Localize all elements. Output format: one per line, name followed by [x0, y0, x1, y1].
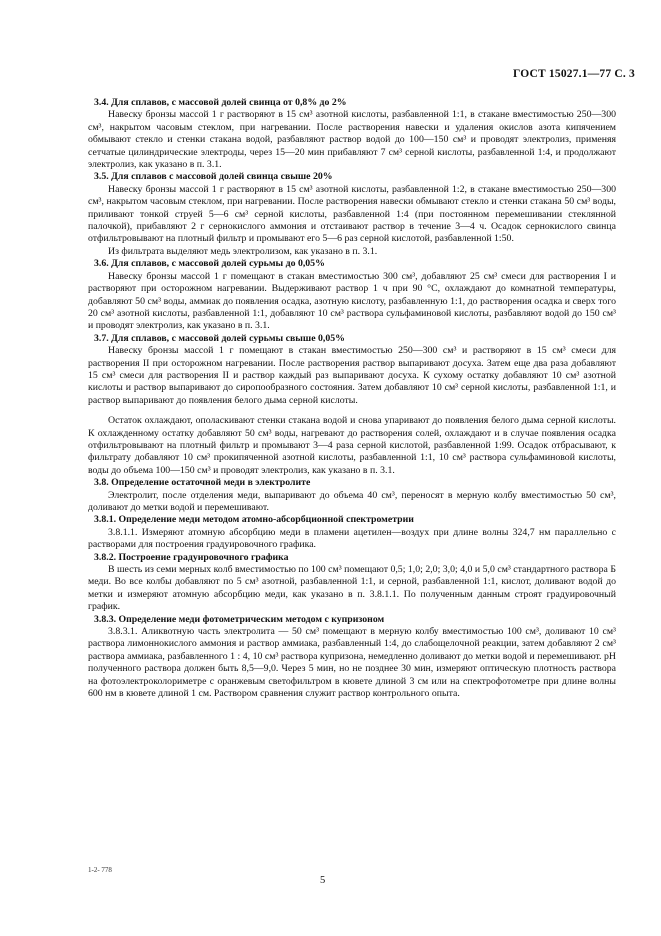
paragraph: Навеску бронзы массой 1 г растворяют в 15 см³ азотной кислоты, разбавленной 1:2, в стакане вместимостью 250—300 см³, накрытом часовым стеклом, при нагревании. После растворения навески обмывают стекло и стенки стакана 50 см³ воды, приливают тонкой струей 5—6 см³ серной кислоты, разбавленной 1:4 (при постоянном перемешивании стеклянной палочкой), прибавляют 2 г сернокислого аммония и отстаивают раствор в течение 3—4 ч. Осадок сернокислого свинца отфильтровывают на плотный фильтр и промывают его 5—6 раз серной кислотой, разбавленной 1:50. [88, 183, 616, 245]
page-header: ГОСТ 15027.1—77 С. 3 [512, 68, 635, 80]
section-heading: 3.8.1. Определение меди методом атомно-абсорбционной спектрометрии [94, 514, 414, 526]
section-heading: 3.6. Для сплавов, с массовой долей сурьмы до 0,05% [94, 258, 325, 270]
section-heading: 3.4. Для сплавов, с массовой долей свинца от 0,8% до 2% [94, 97, 347, 108]
print-code: 1-2- 778 [88, 866, 112, 874]
paragraph: Навеску бронзы массой 1 г помещают в стакан вместимостью 300 см³, добавляют 25 см³ смеси для растворения I и растворяют при осторожном нагревании. Выдерживают раствор 1 ч при 90 °С, охлаждают до комнатной температуры, добавляют 50 см³ воды, аммиак до появления осадка, азотную кислоту, разбавленную 1:1, до растворения осадка и сверх того 20 см³ азотной кислоты, разбавленной 1:1, добавляют 10 см³ раствора сульфаминовой кислоты, разбавляют водой до 150 см³ и проводят электролиз, как указано в п. 3.1. [88, 270, 616, 332]
paragraph: Электролит, после отделения меди, выпаривают до объема 40 см³, переносят в мерную колбу вместимостью 50 см³, доливают до метки водой и перемешивают. [88, 489, 616, 513]
section-heading: 3.8. Определение остаточной меди в электролите [94, 477, 311, 489]
section-heading: 3.8.2. Построение градуировочного графика [94, 551, 289, 563]
paragraph: Остаток охлаждают, ополаскивают стенки стакана водой и снова упаривают до появления белого дыма серной кислоты. К охлажденному остатку добавляют 50 см³ воды, нагревают до растворения солей, охлаждают и в случае появления осадка отфильтровывают на плотный фильтр и промывают 3—4 раза серной кислотой, разбавленной 1:99. Осадок отбрасывают, к фильтрату добавляют 10 см³ прокипяченной азотной кислоты, разбавленной 1:1, 10 см³ раствора сульфаминовой кислоты, воды до объема 100—150 см³ и проводят электролиз, как указано в п. 3.1. [88, 415, 616, 476]
section-heading: 3.7. Для сплавов, с массовой долей сурьмы свыше 0,05% [94, 332, 345, 344]
paragraph: Навеску бронзы массой 1 г помещают в стакан вместимостью 250—300 см³ и растворяют в 15 см³ смеси для растворения II при осторожном нагревании. После растворения раствор выпаривают досуха. Затем еще два раза добавляют 15 см³ смеси для растворения II и раствор каждый раз выпаривают досуха. К сухому остатку добавляют 10 см³ азотной кислоты и раствор выпаривают до сиропообразного состояния. Затем добавляют 10 см³ серной кислоты, разбавленной 1:1, и раствор выпаривают до появления белого дыма серной кислоты. [88, 345, 616, 406]
section-heading: 3.5. Для сплавов с массовой долей свинца свыше 20% [94, 171, 333, 183]
paragraph: Из фильтрата выделяют медь электролизом, как указано в п. 3.1. [108, 245, 378, 257]
page-number: 5 [320, 875, 326, 886]
paragraph: В шесть из семи мерных колб вместимостью по 100 см³ помещают 0,5; 1,0; 2,0; 3,0; 4,0 и 5,0 см³ стандартного раствора Б меди. Во все колбы добавляют по 5 см³ азотной, разбавленной 1:1, и серной, разбавленной 1:1, кислот, доливают водой до метки и измеряют атомную абсорбцию меди, как указано в п. 3.8.1.1. По полученным данным строят градуировочный график. [88, 564, 616, 613]
paragraph: 3.8.1.1. Измеряют атомную абсорбцию меди в пламени ацетилен—воздух при длине волны 324,7 нм параллельно с растворами для построения градуировочного графика. [88, 526, 616, 551]
section-heading: 3.8.3. Определение меди фотометрическим методом с купризоном [94, 613, 385, 625]
paragraph: Навеску бронзы массой 1 г растворяют в 15 см³ азотной кислоты, разбавленной 1:1, в стакане вместимостью 250—300 см³, накрытом часовым стеклом, при нагревании. После растворения навески и удаления окислов азота кипячением обмывают стекло и стенки стакана водой, разбавляют раствор водой до 100—150 см³ и проводят электролиз, применяя сетчатые цилиндрические электроды, через 15—20 мин прибавляют 7 см³ серной кислоты, разбавленной 1:4, и продолжают электролиз, как указано в п. 3.1. [88, 109, 616, 171]
document-body [88, 97, 616, 701]
paragraph: 3.8.3.1. Аликвотную часть электролита — 50 см³ помещают в мерную колбу вместимостью 100 см³, доливают 10 см³ раствора лимоннокислого аммония и раствор аммиака, разбавленный 1:4, до слабощелочной реакции, затем добавляют 2 см³ раствора аммиака, разбавленного 1 : 4, 10 см³ раствора купризона, немедленно доливают до метки водой и перемешивают. pH полученного раствора должен быть 8,5—9,0. Через 5 мин, но не позднее 30 мин, измеряют оптическую плотность раствора на фотоэлектроколориметре с оранжевым светофильтром в кювете длиной 3 см или на спектрофотометре при длине волны 600 нм в кювете длиной 1 см. Раствором сравнения служит раствор контрольного опыта. [88, 626, 616, 700]
